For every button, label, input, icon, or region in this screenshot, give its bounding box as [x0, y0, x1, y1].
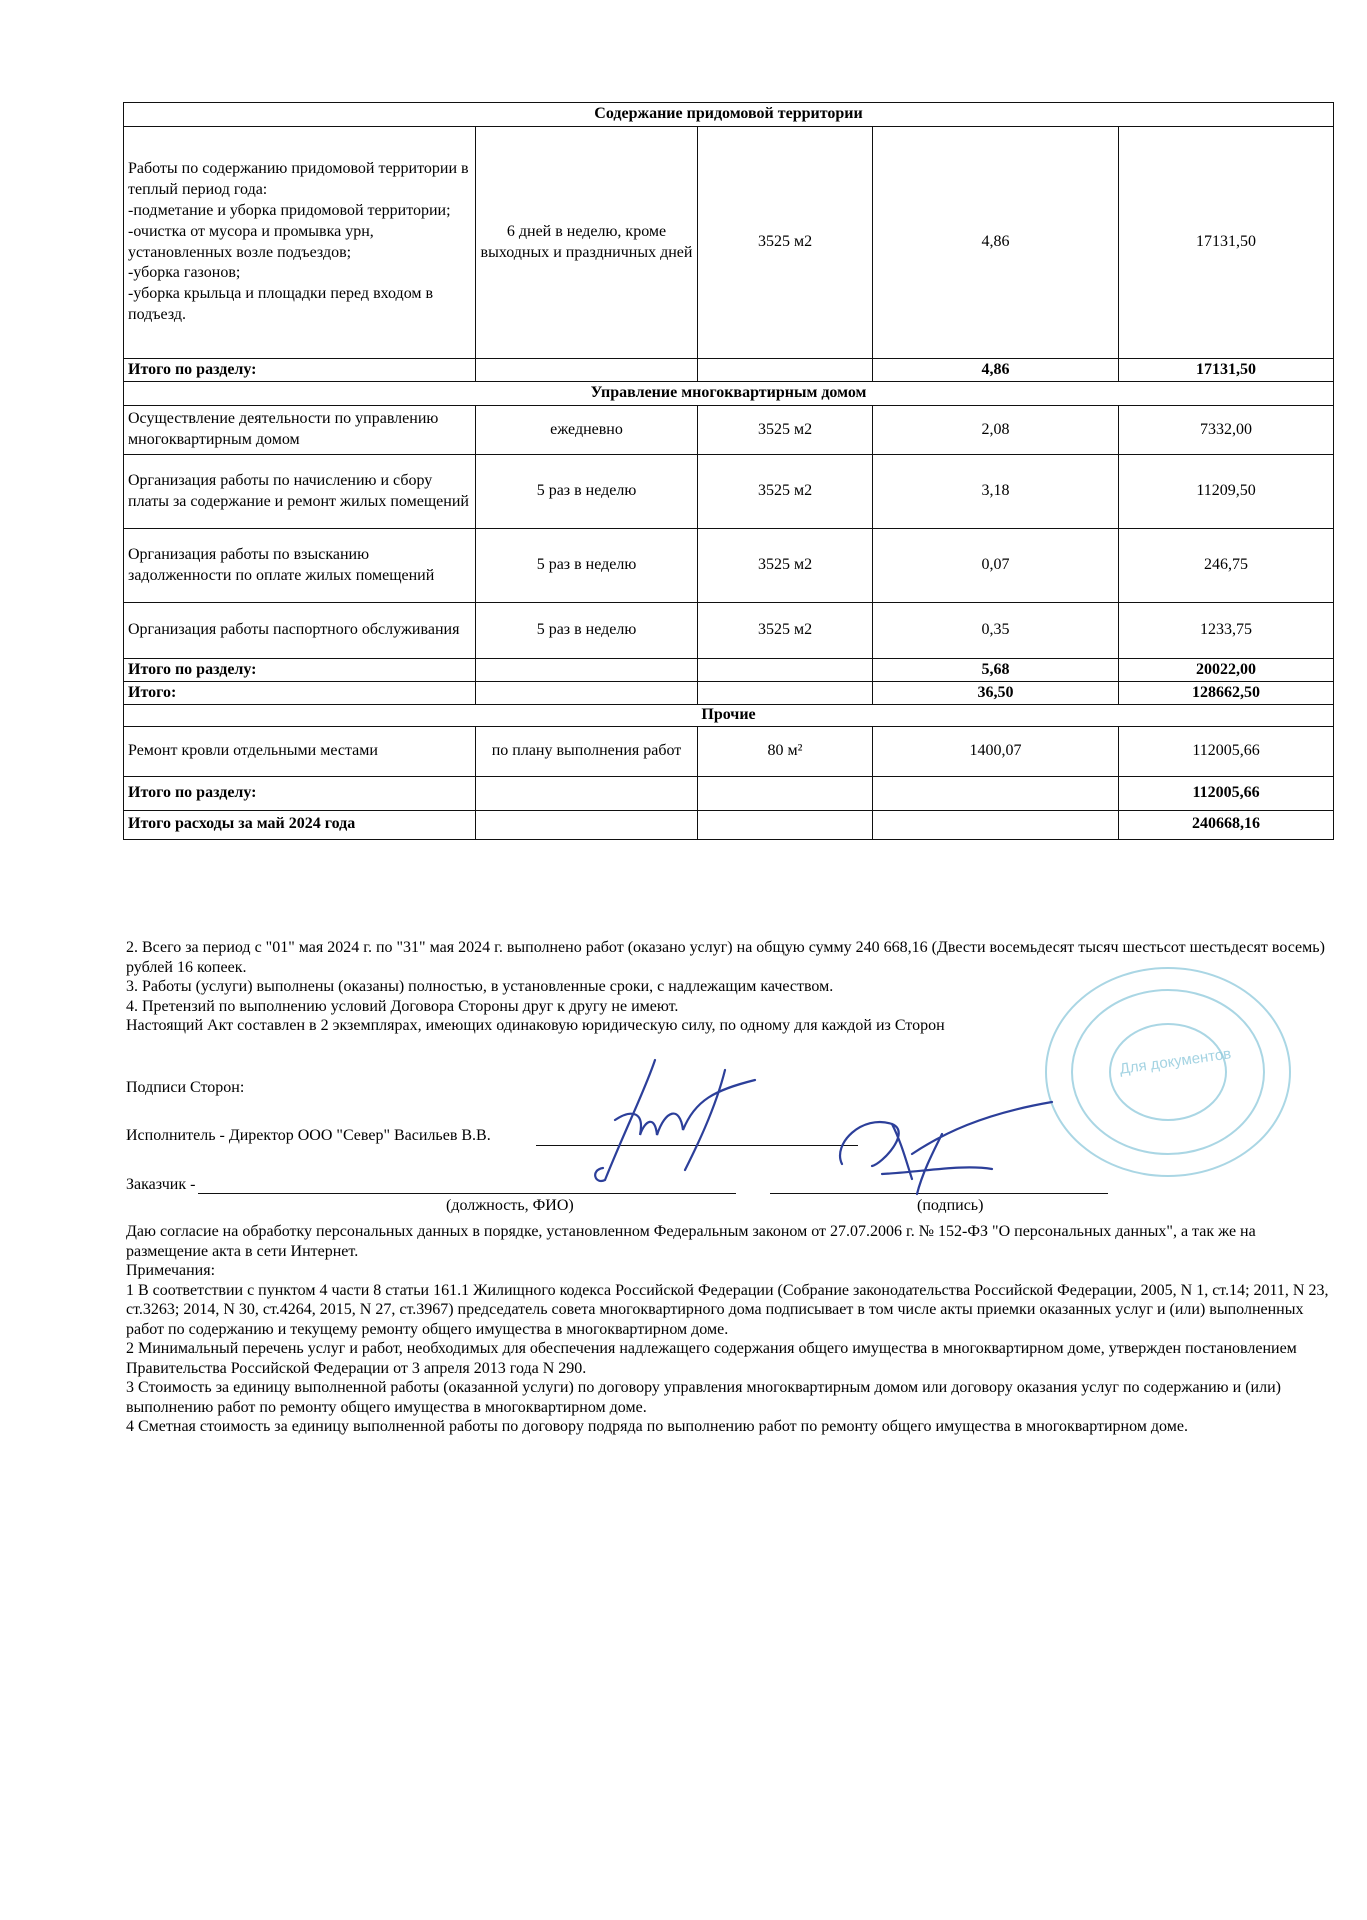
- may-total-row: Итого расходы за май 2024 года 240668,16: [124, 810, 1334, 839]
- section-total-row: Итого по разделу: 5,68 20022,00: [124, 659, 1334, 682]
- section-header-management: Управление многоквартирным домом: [124, 382, 1334, 406]
- work-rate: 4,86: [873, 127, 1119, 359]
- note-item: 1 В соответствии с пунктом 4 части 8 статьи 161.1 Жилищного кодекса Российской Федерации (Собрание законодательства Российской Федерации, 2005, N 1, ст.14; 2011, N 23, ст.3263; 2014, N 30, ст.4264, 2015, N 27, ст.3967) председатель совета многоквартирного дома подписывает в том числе акты приемки оказанных услуг и (или) выполненных работ по содержанию и текущему ремонту общего имущества в многоквартирном доме.: [126, 1281, 1329, 1338]
- note-item: 4 Сметная стоимость за единицу выполненной работы по договору подряда по выполнению работ по ремонту общего имущества в многоквартирном доме.: [126, 1418, 1188, 1435]
- work-description: Работы по содержанию придомовой территории в теплый период года: -подметание и уборка придомовой территории; -очистка от мусора и промывка урн, установленных возле подъездов; -уборка газонов; -уборка крыльца и площадки перед входом в подъезд.: [124, 127, 476, 359]
- note-item: 3 Стоимость за единицу выполненной работы (оказанной услуги) по договору управления многоквартирным домом или договору оказания услуг по содержанию и (или) выполнению работ по ремонту общего имущества в многоквартирном доме.: [126, 1379, 1281, 1416]
- caption-position: (должность, ФИО): [446, 1197, 574, 1214]
- table-row: Осуществление деятельности по управлению многоквартирным домом ежедневно 3525 м2 2,08 7332,00: [124, 406, 1334, 455]
- work-frequency: 6 дней в неделю, кроме выходных и праздничных дней: [476, 127, 698, 359]
- executor-label: Исполнитель - Директор ООО "Север" Васильев В.В.: [126, 1127, 491, 1144]
- section-total-row: Итого по разделу: 112005,66: [124, 776, 1334, 810]
- customer-signature: [822, 1094, 1082, 1204]
- services-table: [123, 102, 1334, 840]
- paragraph-quality: 3. Работы (услуги) выполнены (оказаны) полностью, в установленные сроки, с надлежащим качеством.: [126, 978, 834, 995]
- customer-label: Заказчик -: [126, 1176, 196, 1193]
- work-area: 3525 м2: [698, 127, 873, 359]
- stamp-text: Для документов: [1118, 1045, 1233, 1078]
- grand-total-row: Итого: 36,50 128662,50: [124, 682, 1334, 705]
- table-row: [124, 127, 1334, 359]
- work-amount: 17131,50: [1119, 127, 1334, 359]
- executor-signature: [585, 1050, 785, 1200]
- table-row: Ремонт кровли отдельными местами по плану выполнения работ 80 м² 1400,07 112005,66: [124, 726, 1334, 776]
- table-row: Организация работы по начислению и сбору платы за содержание и ремонт жилых помещений 5 раз в неделю 3525 м2 3,18 11209,50: [124, 455, 1334, 529]
- table-row: Организация работы по взысканию задолженности по оплате жилых помещений 5 раз в неделю 3525 м2 0,07 246,75: [124, 529, 1334, 603]
- paragraph-claims: 4. Претензий по выполнению условий Договора Стороны друг к другу не имеют.: [126, 997, 679, 1015]
- consent-text: Даю согласие на обработку персональных данных в порядке, установленном Федеральным законом от 27.07.2006 г. № 152-ФЗ "О персональных данных", а так же на размещение акта в сети Интернет.: [126, 1223, 1256, 1260]
- paragraph-total-sum: 2. Всего за период с "01" мая 2024 г. по "31" мая 2024 г. выполнено работ (оказано услуг) на общую сумму 240 668,16 (Двести восемьдесят тысяч шестьсот шестьдесят восемь) рублей 16 копеек.: [126, 939, 1325, 976]
- paragraph-copies: Настоящий Акт составлен в 2 экземплярах, имеющих одинаковую юридическую силу, по одному для каждой из Сторон: [126, 1017, 945, 1034]
- caption-signature: (подпись): [917, 1197, 984, 1214]
- note-item: 2 Минимальный перечень услуг и работ, необходимых для обеспечения надлежащего содержания общего имущества в многоквартирном доме, утвержден постановлением Правительства Российской Федерации от 3 апреля 2013 года N 290.: [126, 1340, 1297, 1377]
- consent-and-notes: [126, 1222, 1336, 1437]
- notes-title: Примечания:: [126, 1262, 216, 1279]
- section-header-other: Прочие: [124, 705, 1334, 727]
- section-header-territory: Содержание придомовой территории: [124, 103, 1334, 127]
- signatures-title: Подписи Сторон:: [126, 1079, 245, 1096]
- table-row: Организация работы паспортного обслуживания 5 раз в неделю 3525 м2 0,35 1233,75: [124, 603, 1334, 659]
- section-total-row: Итого по разделу: 4,86 17131,50: [124, 359, 1334, 382]
